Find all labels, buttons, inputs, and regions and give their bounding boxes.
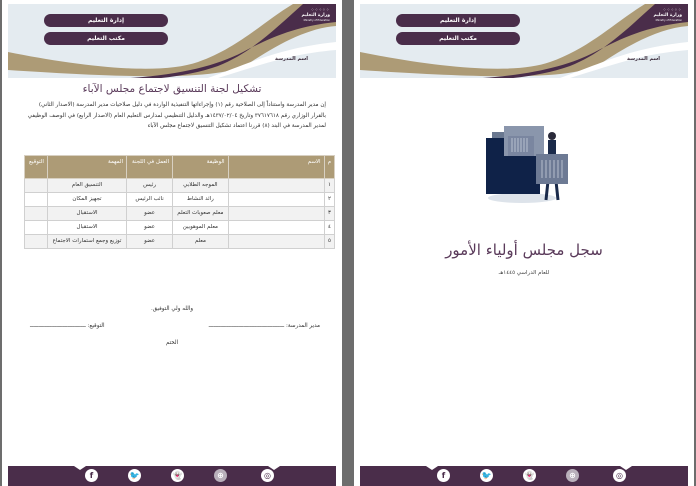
snapchat-icon[interactable]: 👻: [524, 471, 535, 480]
school-name-label: اسم المدرسة: [275, 56, 308, 62]
education-office-pill: مكتب التعليم: [44, 32, 168, 45]
table-row: ٣ معلم صعوبات التعلم عضو الاستقبال: [25, 207, 335, 221]
website-globe-icon[interactable]: ⊕: [214, 469, 227, 482]
table-row: ٥ معلم عضو توزيع وجمع استمارات الاجتماع: [25, 235, 335, 249]
ministry-logo-pattern-icon: ⁘⁘⁘⁘⁘: [662, 7, 682, 12]
cover-title: سجل مجلس أولياء الأمور: [445, 241, 603, 259]
education-office-pill: مكتب التعليم: [396, 32, 520, 45]
website-globe-icon[interactable]: ⊕: [566, 469, 579, 482]
ministry-logo: ⁘⁘⁘⁘⁘ وزارة التعليم Ministry of Education: [642, 7, 682, 29]
name-cell[interactable]: [228, 207, 324, 221]
name-cell[interactable]: [228, 179, 324, 193]
page-committee-form: [2, 0, 342, 486]
table-header-row: [25, 156, 335, 179]
committee-table: [24, 155, 335, 249]
signature-cell[interactable]: [25, 235, 48, 249]
page-header-banner: [8, 4, 336, 78]
page-cover: [354, 0, 694, 486]
signature-label: التوقيع: ــــــــــــــــــــــــــــــــــ: [30, 323, 105, 329]
page-title: تشكيل لجنة التنسيق لاجتماع مجلس الآباء: [82, 83, 262, 95]
table-row: ٢ رائد النشاط نائب الرئيس تجهيز المكان: [25, 193, 335, 207]
name-cell[interactable]: [228, 193, 324, 207]
twitter-icon[interactable]: 🐦: [129, 471, 140, 480]
facebook-icon[interactable]: f: [437, 469, 450, 482]
col-header-name: الاسم: [228, 156, 324, 179]
signature-cell[interactable]: [25, 221, 48, 235]
page-footer: [360, 463, 688, 486]
col-header-number: م: [324, 156, 334, 179]
col-header-signature: التوقيع: [25, 156, 48, 179]
education-department-pill: إدارة التعليم: [396, 14, 520, 27]
page-footer: [8, 463, 336, 486]
col-header-job: الوظيفة: [173, 156, 228, 179]
name-cell[interactable]: [228, 221, 324, 235]
snapchat-icon[interactable]: 👻: [172, 471, 183, 480]
ministry-logo-pattern-icon: ⁘⁘⁘⁘⁘: [310, 7, 330, 12]
table-row: ٤ معلم الموهوبين عضو الاستقبال: [25, 221, 335, 235]
table-row: ١ الموجه الطلابي رئيس التنسيق العام: [25, 179, 335, 193]
principal-label: مدير المدرسة: ــــــــــــــــــــــــــــــــــــــــــــــ: [208, 323, 320, 329]
instagram-icon[interactable]: ◎: [613, 469, 626, 482]
academic-year-label: للعام الدراسي ١٤٤٥هـ: [498, 270, 550, 276]
instagram-icon[interactable]: ◎: [261, 469, 274, 482]
education-department-pill: إدارة التعليم: [44, 14, 168, 27]
col-header-committee-role: العمل في اللجنة: [127, 156, 173, 179]
col-header-task: المهمة: [47, 156, 126, 179]
twitter-icon[interactable]: 🐦: [481, 471, 492, 480]
ministry-logo: ⁘⁘⁘⁘⁘ وزارة التعليم Ministry of Education: [290, 7, 330, 29]
stamp-label: الختم: [165, 340, 179, 346]
name-cell[interactable]: [228, 235, 324, 249]
signature-cell[interactable]: [25, 193, 48, 207]
intro-paragraph: إن مدير المدرسة واستناداً إلى الصلاحية رقم (١) وإجراءاتها التنفيذية الواردة في دليل صلاحيات مدير المدرسة (الاصدار الثاني) بالقرار الوزاري رقم ٣٧٦١٧٦١٨ وتاريخ ١٤٣٧/٠٢/٠٤هـ والدليل التنظيمي لمدارس التعليم العام (الاصدار الرابع) في الوصف الوظيفي لمدير المدرسة في البند (٨) قررنا اعتماد تشكيل التنسيق لاجتماع مجلس الآباء: [27, 102, 326, 129]
school-name-label: اسم المدرسة: [627, 56, 660, 62]
facebook-icon[interactable]: f: [85, 469, 98, 482]
signature-cell[interactable]: [25, 179, 48, 193]
folder-person-illustration: [482, 122, 572, 204]
signature-row: [30, 323, 320, 329]
page-header-banner: [360, 4, 688, 78]
signature-cell[interactable]: [25, 207, 48, 221]
closing-line: والله ولي التوفيق.: [150, 306, 194, 312]
